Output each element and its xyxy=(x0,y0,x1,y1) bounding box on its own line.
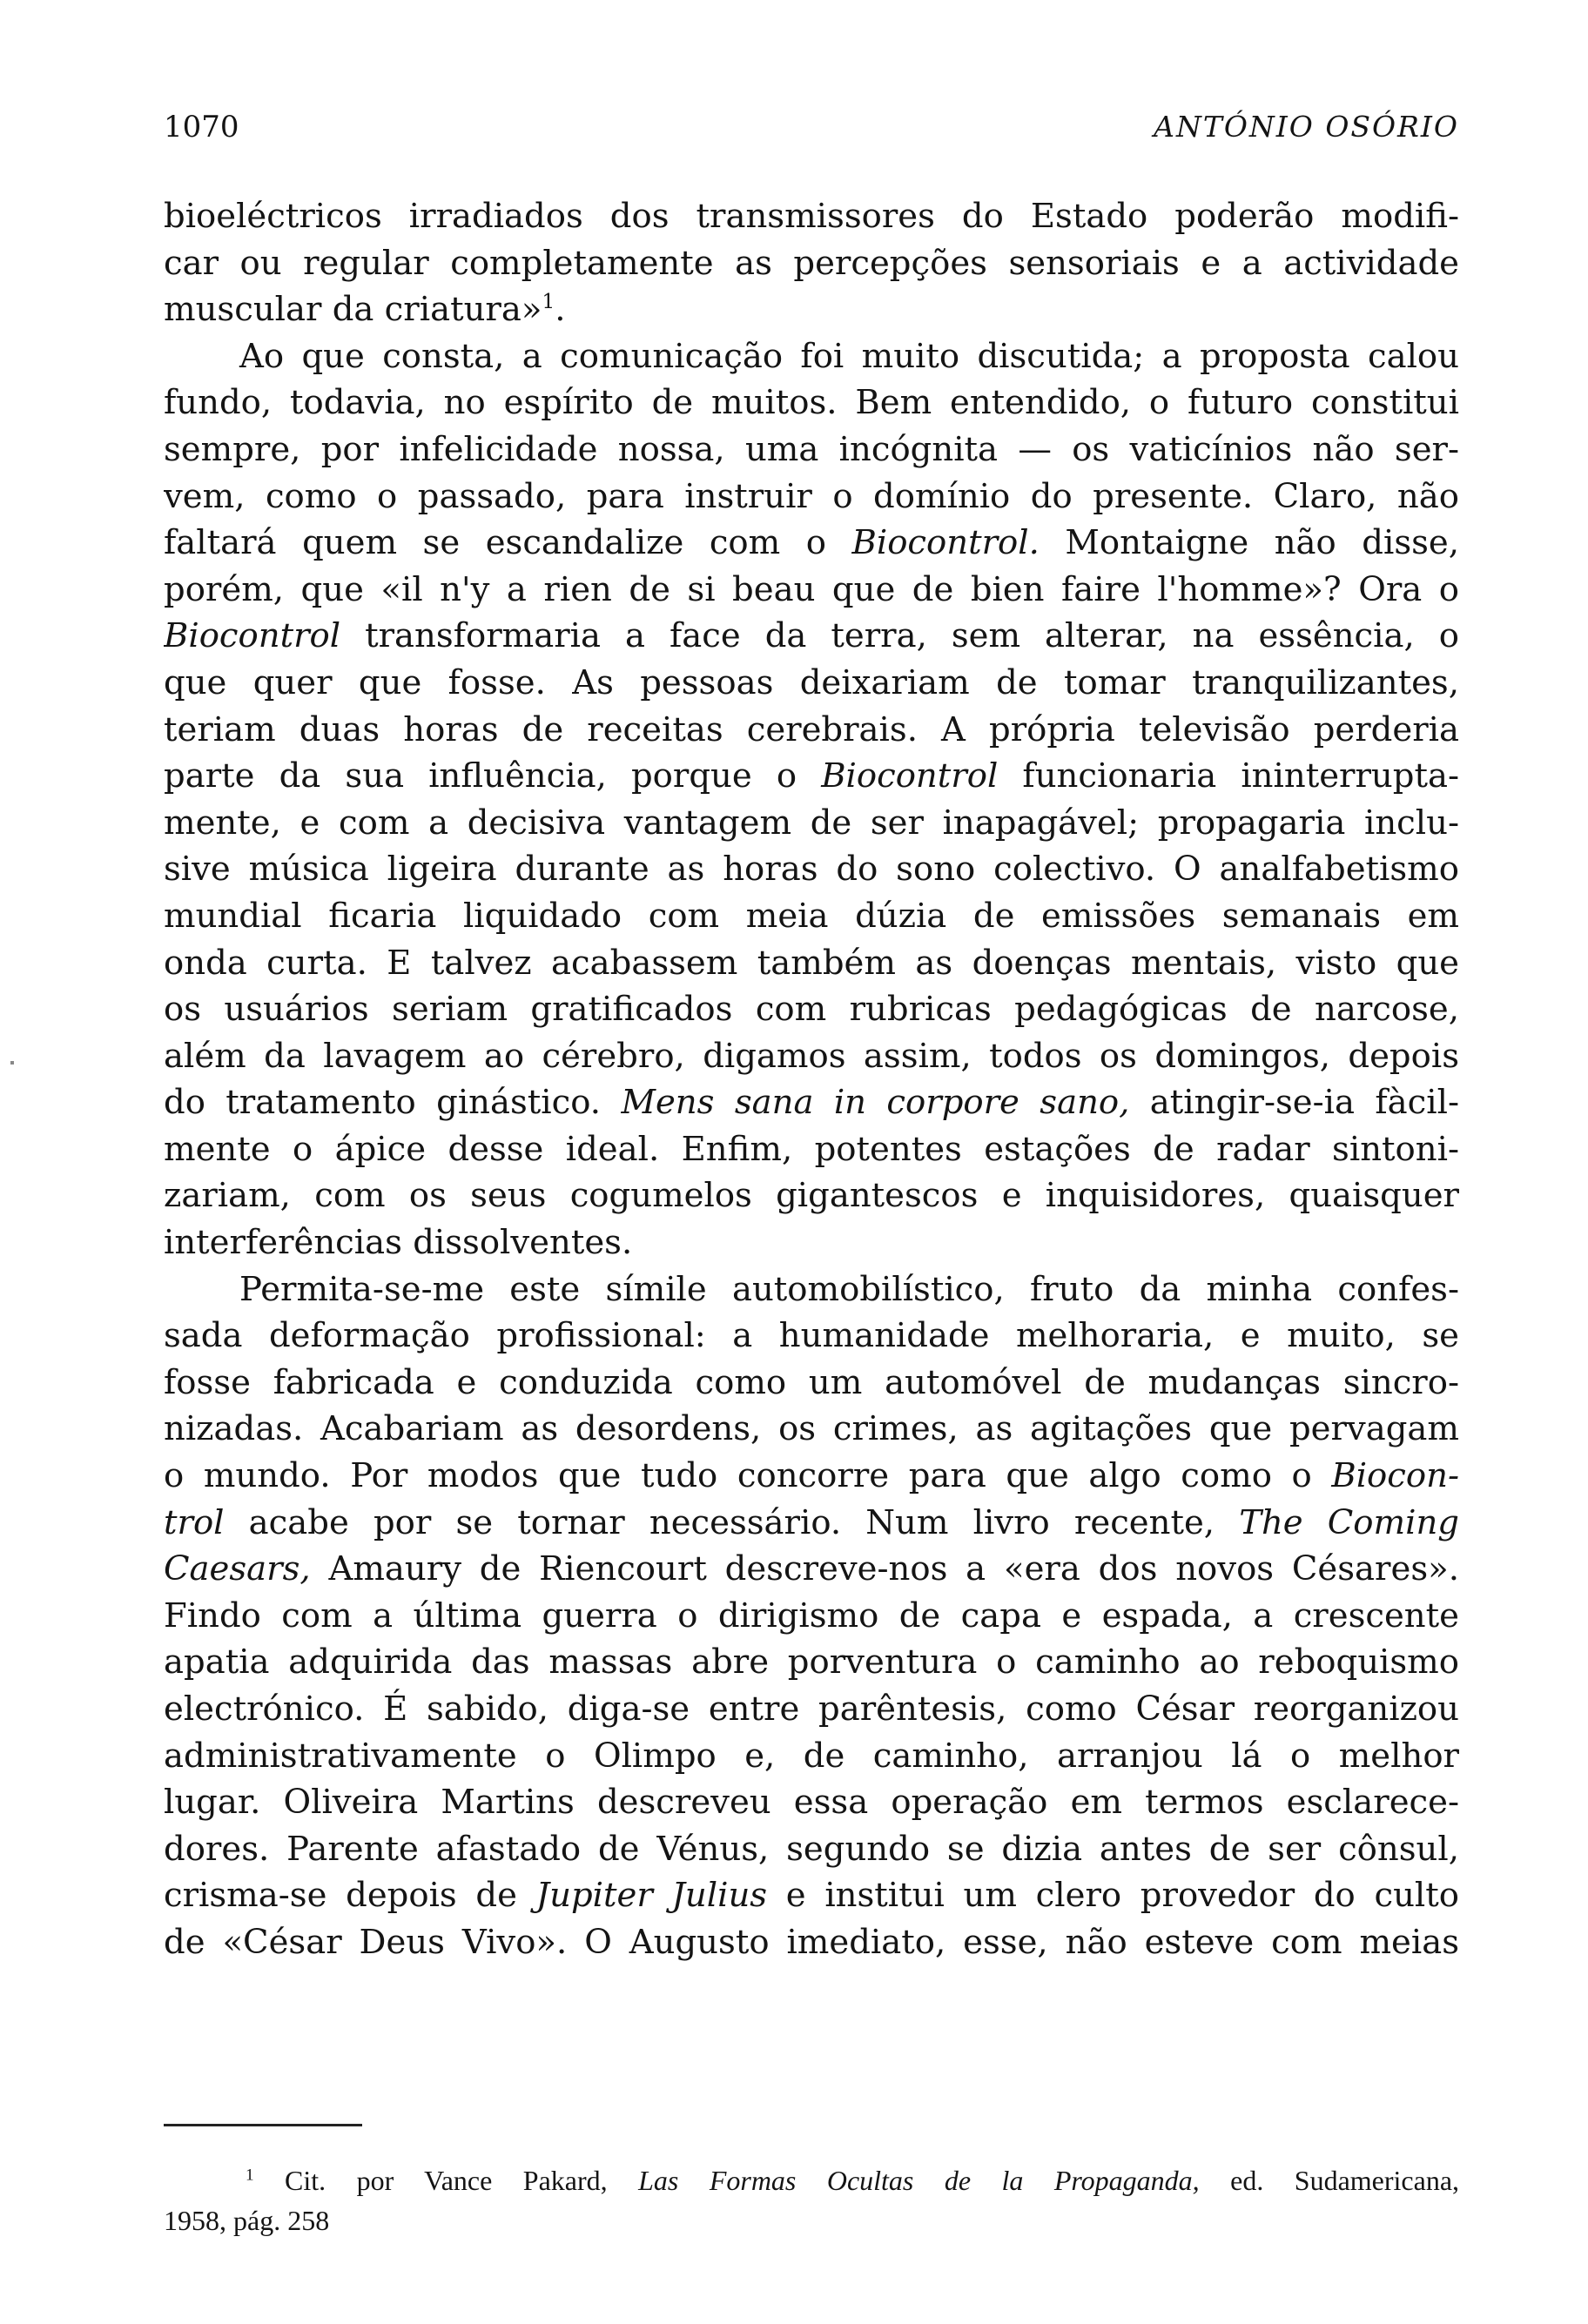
italic-name: Jupiter Julius xyxy=(535,1876,768,1916)
text-line xyxy=(164,1546,1459,1593)
text-segment: Montaigne não disse, xyxy=(1039,523,1459,563)
scan-speck xyxy=(10,1061,14,1065)
footnote-segment: Cit. por Vance Pakard, xyxy=(253,2165,639,2196)
text-line: dores. Parente afastado de Vénus, segundo se dizia antes de ser cônsul, xyxy=(164,1829,1459,1869)
text-segment: faltará quem se escandalize com o xyxy=(164,523,852,563)
page-header xyxy=(164,103,1459,155)
text-line: Findo com a última guerra o dirigismo de capa e espada, a crescente xyxy=(164,1595,1459,1636)
footnote-line: 1958, pág. 258 xyxy=(164,2205,330,2236)
text-segment: atingir-se-ia fàcil- xyxy=(1129,1083,1459,1123)
footnote-marker: 1 xyxy=(246,2166,254,2185)
text-line: administrativamente o Olimpo e, de caminho, arranjou lá o melhor xyxy=(164,1736,1459,1776)
text-line: Ao que consta, a comunicação foi muito discutida; a proposta calou xyxy=(239,336,1459,376)
body-text xyxy=(164,193,1459,1966)
text-segment: crisma-se depois de xyxy=(164,1876,536,1916)
text-line: sada deformação profissional: a humanidade melhoraria, e muito, se xyxy=(164,1316,1459,1356)
text-segment: parte da sua influência, porque o xyxy=(164,756,822,796)
text-line: fundo, todavia, no espírito de muitos. Bem entendido, o futuro constitui xyxy=(164,383,1459,423)
text-line: zariam, com os seus cogumelos gigantescos e inquisidores, quaisquer xyxy=(164,1176,1459,1216)
text-line: que quer que fosse. As pessoas deixariam de tomar tranquilizantes, xyxy=(164,662,1459,702)
text-line: mente, e com a decisiva vantagem de ser inapagável; propagaria inclu- xyxy=(164,803,1459,843)
text-segment: . xyxy=(555,290,566,330)
text-line: lugar. Oliveira Martins descreveu essa operação em termos esclarece- xyxy=(164,1783,1459,1823)
text-segment: transformaria a face da terra, sem alterar, na essência, o xyxy=(340,616,1459,656)
footnote-divider xyxy=(164,2124,362,2126)
italic-latin-phrase: Mens sana in corpore sano, xyxy=(621,1083,1130,1123)
text-line: mente o ápice desse ideal. Enfim, potentes estações de radar sintoni- xyxy=(164,1129,1459,1169)
text-line: porém, que «il n'y a rien de si beau que de bien faire l'homme»? Ora o xyxy=(164,569,1459,609)
text-segment: e institui um clero provedor do culto xyxy=(767,1876,1459,1916)
text-line: os usuários seriam gratificados com rubricas pedagógicas de narcose, xyxy=(164,990,1459,1030)
text-line xyxy=(164,613,1459,660)
footnote-ref: 1 xyxy=(542,291,555,314)
footnote-line xyxy=(164,2160,1459,2200)
italic-title: Biocon- xyxy=(1331,1456,1459,1496)
text-segment: do tratamento ginástico. xyxy=(164,1083,622,1123)
text-line: vem, como o passado, para instruir o domínio do presente. Claro, não xyxy=(164,476,1459,516)
text-line xyxy=(164,753,1459,800)
text-line: teriam duas horas de receitas cerebrais. A própria televisão perderia xyxy=(164,709,1459,749)
text-line: Permita-se-me este símile automobilístico, fruto da minha confes- xyxy=(239,1269,1459,1309)
italic-book-title: The Coming xyxy=(1239,1502,1459,1542)
text-line xyxy=(164,286,1459,333)
italic-book-title: Caesars, xyxy=(164,1549,311,1589)
text-line: sempre, por infelicidade nossa, uma incógnita — os vaticínios não ser- xyxy=(164,429,1459,469)
text-line xyxy=(164,1872,1459,1919)
text-line: mundial ficaria liquidado com meia dúzia de emissões semanais em xyxy=(164,896,1459,936)
text-line: bioeléctricos irradiados dos transmissores do Estado poderão modifi- xyxy=(164,197,1459,236)
text-line: fosse fabricada e conduzida como um automóvel de mudanças sincro- xyxy=(164,1362,1459,1402)
footnote xyxy=(164,2160,1459,2240)
text-line: nizadas. Acabariam as desordens, os crimes, as agitações que pervagam xyxy=(164,1409,1459,1449)
text-line xyxy=(164,1453,1459,1500)
text-line: sive música ligeira durante as horas do sono colectivo. O analfabetismo xyxy=(164,850,1459,890)
text-line xyxy=(164,1079,1459,1126)
italic-title: trol xyxy=(164,1502,225,1542)
text-line: além da lavagem ao cérebro, digamos assim, todos os domingos, depois xyxy=(164,1036,1459,1076)
text-line: de «César Deus Vivo». O Augusto imediato, esse, não esteve com meias xyxy=(164,1922,1459,1962)
text-line xyxy=(164,1500,1459,1547)
footnote-segment: ed. Sudamericana, xyxy=(1199,2165,1460,2196)
italic-title: Biocontrol. xyxy=(851,523,1040,563)
running-head: ANTÓNIO OSÓRIO xyxy=(1154,110,1459,144)
text-segment: o mundo. Por modos que tudo concorre para que algo como o xyxy=(164,1456,1332,1496)
text-line: apatia adquirida das massas abre porventura o caminho ao reboquismo xyxy=(164,1642,1459,1683)
italic-title: Biocontrol xyxy=(821,756,999,796)
text-segment: muscular da criatura» xyxy=(164,290,542,330)
text-line: onda curta. E talvez acabassem também as doenças mentais, visto que xyxy=(164,943,1459,983)
text-line: car ou regular completamente as percepções sensoriais e a actividade xyxy=(164,243,1459,283)
text-segment: funcionaria ininterrupta- xyxy=(998,756,1459,796)
text-segment: Amaury de Riencourt descreve-nos a «era dos novos Césares». xyxy=(310,1549,1459,1589)
footnote-book-title: Las Formas Ocultas de la Propaganda, xyxy=(638,2165,1200,2196)
page-number: 1070 xyxy=(164,110,239,144)
italic-title: Biocontrol xyxy=(164,616,341,656)
text-line: interferências dissolventes. xyxy=(164,1223,633,1263)
text-line xyxy=(164,520,1459,567)
text-line: electrónico. É sabido, diga-se entre parêntesis, como César reorganizou xyxy=(164,1689,1459,1729)
text-segment: acabe por se tornar necessário. Num livro recente, xyxy=(224,1502,1240,1542)
